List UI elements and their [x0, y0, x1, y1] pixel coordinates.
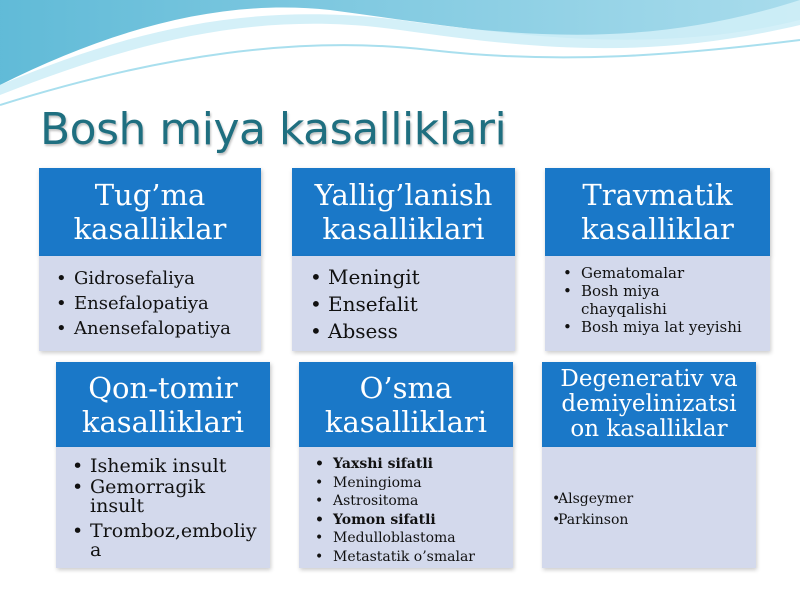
list-item: [581, 282, 770, 318]
item-list: [90, 457, 270, 560]
card-header-line: demiyelinizatsi: [561, 391, 737, 417]
list-item-line: Ishemik insult: [90, 455, 227, 477]
list-item: [90, 457, 270, 476]
list-item: • Meningit: [328, 264, 515, 291]
card-tumors: [299, 362, 513, 568]
card-header-line: Tug’ma: [94, 178, 206, 212]
item-list: [328, 264, 515, 345]
header-wave-decoration: [0, 0, 800, 110]
item-list: [552, 489, 756, 531]
card-degenerative: [542, 362, 756, 568]
list-item: • Ensefalit: [328, 291, 515, 318]
list-item-line: • Gemorragik: [90, 476, 206, 498]
list-item: • Metastatik o’smalar: [333, 548, 513, 567]
list-item-line: Bosh miya lat yeyishi: [581, 318, 742, 336]
list-item: • Medulloblastoma: [333, 529, 513, 548]
card-congenital: [39, 168, 261, 351]
card-header: [542, 362, 756, 447]
card-header-line: kasalliklari: [81, 404, 245, 439]
card-header-line: Yallig’lanish: [314, 178, 493, 212]
list-item: [581, 264, 770, 282]
list-item-line: Gematomalar: [581, 264, 685, 282]
list-item: • Absess: [328, 318, 515, 345]
card-body: [545, 256, 770, 351]
list-item-line: a: [90, 539, 102, 561]
card-body: [292, 256, 515, 351]
list-item: • Yaxshi sifatli: [333, 455, 513, 474]
item-list: [74, 266, 261, 341]
card-header-line: kasalliklari: [322, 212, 485, 246]
card-body: [39, 256, 261, 351]
card-body: [542, 447, 756, 568]
list-item-line: • Bosh miya: [581, 282, 660, 300]
list-item: • Anensefalopatiya: [74, 316, 261, 341]
item-list: [333, 455, 513, 566]
card-header-line: O’sma: [359, 370, 453, 405]
card-inflammatory: [292, 168, 515, 351]
card-vascular: [56, 362, 270, 568]
list-item: • Ensefalopatiya: [74, 291, 261, 316]
card-header: [299, 362, 513, 447]
card-header-line: Travmatik: [582, 178, 733, 212]
card-header-line: on kasalliklar: [570, 416, 728, 442]
list-item: • Alsgeymer: [558, 489, 756, 510]
list-item: • Parkinson: [558, 510, 756, 531]
card-body: [299, 447, 513, 568]
list-item: • Gidrosefaliya: [74, 266, 261, 291]
card-header-line: Qon-tomir: [88, 370, 238, 405]
list-item: • Meningioma: [333, 474, 513, 493]
card-header-line: kasalliklar: [73, 212, 227, 246]
card-header-line: Degenerativ va: [560, 366, 738, 392]
card-header-line: kasalliklar: [581, 212, 734, 246]
list-item-line: • Tromboz,emboliy: [90, 520, 257, 542]
list-item-line: insult: [90, 495, 145, 517]
list-item-line: chayqalishi: [581, 300, 667, 318]
card-header: [39, 168, 261, 256]
list-item: [90, 522, 270, 560]
card-header-line: kasalliklari: [324, 404, 488, 439]
item-list: [581, 264, 770, 336]
card-header: [292, 168, 515, 256]
list-item: • Yomon sifatli: [333, 511, 513, 530]
card-body: [56, 447, 270, 568]
card-header: [56, 362, 270, 447]
list-item: [90, 478, 270, 516]
list-item: • Astrositoma: [333, 492, 513, 511]
card-header: [545, 168, 770, 256]
page-title: Bosh miya kasalliklari: [40, 104, 507, 155]
list-item: [581, 318, 770, 336]
card-traumatic: [545, 168, 770, 351]
